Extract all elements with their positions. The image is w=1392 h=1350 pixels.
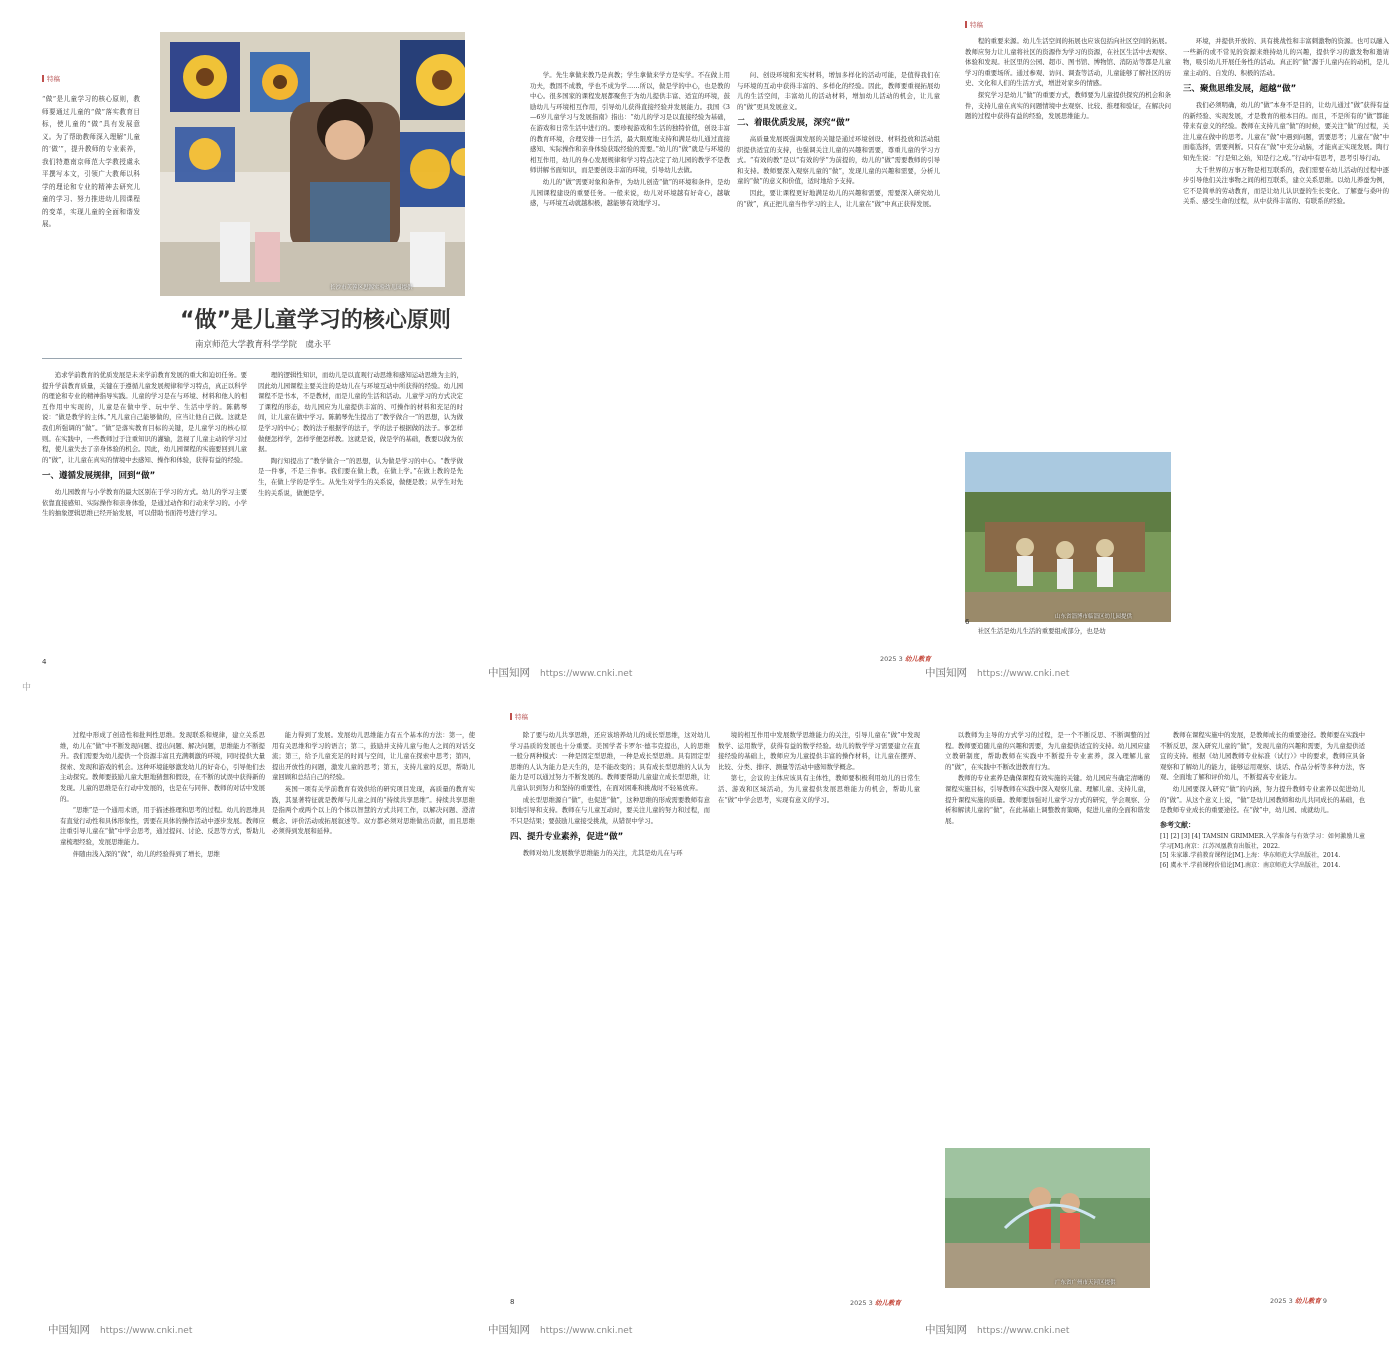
paragraph: 我们必须明确，幼儿的“做”本身不是目的，让幼儿通过“做”获得有益的新经验、实现发展，才是教育的根本目的。而且，不是所有的“做”都能带来有意义的经验。教师在支持儿童“做”的时候，要关注“做”的过程，关注儿童在做中的思考。儿童在“做”中遇到问题，需要思考；儿童在“做”中面临选择，需要判断。只有在“做”中充分动脑，才能真正实现发展。陶行知先生说：“行是知之始，知是行之成。”行动中有思考，思考引导行动。 — [1183, 100, 1389, 162]
paragraph: 伴随由浅入深的“做”，幼儿的经验得到了增长，思维 — [72, 849, 220, 858]
paragraph: 程的重要来源。幼儿生活空间的拓展也应该包括向社区空间的拓展。教师应努力让儿童将社区的资源作为学习的资源，在社区生活中去观察、体验和发现。社区里的公园、超市、图书馆、博物馆、消防站等都是儿童学习的重要场所。通过参观、访问、调查等活动，儿童能够了解社区的历史、文化和人们的生活方式，增进对家乡的情感。 — [965, 37, 1171, 88]
section-tag: 特稿 — [510, 712, 528, 721]
page-9 — [945, 730, 1370, 1310]
paragraph: 能力得到了发展。发展幼儿思维能力有五个基本的方法：第一，使用有关思维和学习的语言；第二，鼓励并支持儿童与他人之间的对话交流；第三，给予儿童充足的时间与空间，让儿童在探索中思考；第四，提出开放性的问题，激发儿童的思考；第五，支持儿童的反思，帮助儿童回顾和总结自己的经验。 — [272, 731, 475, 782]
issue-label: 2025 3 幼儿教育 9 — [1270, 1297, 1328, 1305]
paragraph: 过程中形成了创造性和批判性思维。发现联系和规律，建立关系思维，幼儿在“做”中不断发现问题、提出问题、解决问题，思维能力不断提升。我们需要为幼儿提供一个资源丰富且充满刺激的环境，同时提供大量探索、发现和游戏的机会。这种环境能够激发幼儿的好奇心，引导他们去主动探究。教师要鼓励儿童大胆地猜想和假设，在不断的试误中获得新的发现。儿童的思维是在行动中发展的，也是在与同伴、教师的对话中发展的。 — [60, 731, 265, 803]
photo-caption: 长沙市芙蓉区思源实验幼儿园提供 — [330, 285, 413, 291]
section-heading-4: 四、提升专业素养，促进“做” — [510, 832, 624, 843]
paragraph: 社区生活是幼儿生活的重要组成部分，也是幼 — [977, 627, 1106, 635]
photo-caption: 山东省淄博市临淄区幼儿园提供 — [1055, 614, 1133, 620]
section-tag: 特稿 — [42, 74, 60, 83]
paragraph: 高质量发展既强调发展的关键是通过环境创设、材料投放和活动组织提供适宜的支持，也强调关注儿童的兴趣和需要，尊重儿童的学习方式。“有效的教”是以“有效的学”为前提的，幼儿的“做”需要教师的引导和支持。教师要深入观察儿童的“做”，发现儿童的兴趣和需要，分析儿童的“做”的意义和价值，适时地给予支持。 — [737, 134, 940, 186]
reference-item: [1] [2] [3] [4] TAMSIN GRIMMER.入学准备与有效学习：如何激励儿童学习[M].南京：江苏凤凰教育出版社，2022. — [1160, 833, 1365, 850]
paragraph: 第七，会议的主体应该具有主体性，教师要积极利用幼儿的日常生活、游戏和区域活动，为儿童提供发展思维能力的机会，帮助儿童在“做”中学会思考，实现有意义的学习。 — [718, 774, 920, 804]
paragraph: 理的逻辑性知识，而幼儿是以直观行动思维和感知运动思维为主的，因此幼儿园课程主要关注的是幼儿在与环境互动中所获得的经验。幼儿园课程不是书本，不是教材，而是儿童的生活和活动。儿童学习的方式决定了课程的形态，幼儿园应为儿童提供丰富的、可操作的材料和充足的时间，让儿童在做中学习。陈鹤琴先生提出了“教学做合一”的思想，认为做是学习的中心；教的法子根据学的法子，学的法子根据做的法子。事怎样做便怎样学，怎样学便怎样教。这就是说，做是学的基础，教要以做为依据。 — [258, 371, 463, 454]
title-divider — [42, 358, 462, 359]
paragraph: 因此，要让课程更好地满足幼儿的兴趣和需要，需要深入研究幼儿的“做”，真正把儿童当作学习的主人，让儿童在“做”中真正获得发展。 — [737, 188, 940, 208]
p7-column-2 — [272, 730, 475, 1285]
reference-item: [6] 虞永平.学前课程价值论[M].南京：南京师范大学出版社，2014. — [1160, 861, 1341, 869]
children-outdoor-photo — [965, 452, 1171, 622]
issue-label: 2025 3 幼儿教育 — [850, 1299, 901, 1307]
paragraph: 教师在课程实施中的发展，是教师成长的重要途径。教师要在实践中不断反思，深入研究儿童的“做”，发现儿童的兴趣和需要，为儿童提供适宜的支持。根据《幼儿园教师专业标准（试行）》中的要求，教师应具备观察和了解幼儿的能力，能够运用观察、谈话、作品分析等多种方法，客观、全面地了解和评价幼儿，不断提高专业能力。 — [1160, 731, 1365, 782]
cnki-link[interactable]: https://www.cnki.net — [977, 1326, 1070, 1336]
paragraph: 大千世界的万事万物是相互联系的，我们需要在幼儿活动的过程中逐步引导他们关注事物之间的相互联系，建立关系思维。以幼儿养蚕为例，它不是简单的劳动教育，而是让幼儿认识蚕的生长变化、了解蚕与桑叶的关系、感受生命的过程，从中获得丰富的、有联系的经验。 — [1183, 165, 1389, 206]
footer-cnki: 中国知网 https://www.cnki.net — [925, 667, 1070, 679]
photo-caption: 广东省广州市天河区提供 — [1055, 1280, 1116, 1286]
section-heading-1: 一、遵循发展规律，回到“做” — [42, 471, 156, 482]
paragraph: “思维”是一个通用术语，用于描述推理和思考的过程。幼儿的思维具有直觉行动性和具体形象性，需要在具体的操作活动中逐步发展。教师应注重引导儿童在“做”中学会思考，通过提问、讨论、反思等方式，帮助儿童梳理经验，发展思维能力。 — [60, 806, 265, 846]
p9-column-1 — [945, 730, 1150, 1135]
p5-column-1 — [530, 70, 730, 650]
p6-column-2 — [1183, 36, 1389, 636]
section-heading-3: 三、聚焦思维发展，超越“做” — [1183, 84, 1297, 95]
paragraph: 探究学习是幼儿“做”的重要方式，教师要为儿童提供探究的机会和条件，支持儿童在真实的问题情境中去观察、比较、推理和验证，在解决问题的过程中获得有益的经验，发展思维能力。 — [965, 90, 1171, 121]
paragraph: 成长型思维源自“做”，也促进“做”，这种思维的形成需要教师有意识地引导和支持。教师在与儿童互动时，要关注儿童的努力和过程，而不只是结果；要鼓励儿童接受挑战，从错误中学习。 — [510, 795, 710, 825]
paragraph: 幼儿园教育与小学教育的最大区别在于学习的方式。幼儿的学习主要依靠直接感知、实际操作和亲身体验，是通过动作和行动来学习的。小学生的抽象逻辑思维已经开始发展，可以借助书面符号进行学习。 — [42, 487, 247, 518]
cnki-link[interactable]: https://www.cnki.net — [540, 669, 633, 679]
reference-item: [5] 朱家雄.学前教育课程论[M].上海：华东师范大学出版社，2014. — [1160, 852, 1341, 860]
p8-column-1 — [510, 730, 710, 1295]
cnki-link[interactable]: https://www.cnki.net — [540, 1326, 633, 1336]
paragraph: 追求学前教育的优质发展是未来学前教育发展的重大和迫切任务。要提升学前教育质量，关键在于遵循儿童发展规律和学习特点，真正以科学的理论和专业的精神指导实践。儿童的学习是在与环境、材料和他人的相互作用中实现的，儿童是在做中学、玩中学、生活中学的。陈鹤琴说：“做是教学的主体。”凡儿童自己能够做的，应当让他自己做。这就是我们所强调的“做”。“做”是落实教育目标的关键，是儿童学习的核心原则。在实践中，一些教师过于注重知识的灌输，忽视了儿童主动的学习过程，使儿童失去了亲身体验的机会。因此，幼儿园课程的实施要回到儿童的“做”，让儿童在真实的情境中去感知、操作和体验，获得有益的经验。 — [42, 371, 247, 464]
p4-column-2 — [258, 370, 463, 645]
paragraph: 环境，并提供开放的、具有挑战性和丰富刺激物的资源。也可以融入一些新的或不常见的资源来维持幼儿的兴趣，提供学习的激发物和邀请物，吸引幼儿开展任务性的活动。真正的“做”源于儿童内在的动机，是儿童主动的、自发的、积极的活动。 — [1183, 37, 1389, 77]
children-water-play-photo — [945, 1148, 1150, 1288]
lead-photo — [160, 32, 465, 296]
page-5 — [530, 70, 940, 670]
page-number: 6 — [965, 618, 970, 626]
cnki-link[interactable]: https://www.cnki.net — [100, 1326, 193, 1336]
section-tag: 特稿 — [965, 20, 983, 29]
footer-cnki: 中国知网 https://www.cnki.net — [488, 667, 633, 679]
paragraph: 陶行知提出了“教学做合一”的思想，认为做是学习的中心。“教学做是一件事，不是三件事。我们要在做上教，在做上学。”在做上教的是先生，在做上学的是学生。从先生对学生的关系说，做便是教；从学生对先生的关系说，做便是学。 — [258, 456, 463, 497]
paragraph: 教师对幼儿发展数学思维能力的关注，尤其是幼儿在与环 — [522, 848, 683, 857]
outdoor-activity-image — [965, 452, 1171, 622]
p6-column-1-end — [965, 626, 1171, 648]
references-title: 参考文献： — [1160, 820, 1195, 829]
water-play-image — [945, 1148, 1150, 1288]
page-number: 4 — [42, 658, 47, 666]
side-label: 中 — [22, 683, 32, 693]
paragraph: 境的相互作用中发展数学思维能力的关注，引导儿童在“做”中发现数学、运用数学，获得有益的数学经验。幼儿的数学学习需要建立在直接经验的基础上，教师应为儿童提供丰富的操作材料，让儿童在摆弄、比较、分类、排序、测量等活动中感知数学概念。 — [718, 731, 920, 771]
paragraph: 幼儿的“做”需要对象和条件，为幼儿创造“做”的环境和条件，是幼儿园课程建设的重要任务。一般来说，幼儿对环境越有好奇心，越敏感，与环境互动就越积极，越能够有效地学习。 — [530, 177, 730, 208]
p7-column-1 — [60, 730, 265, 1285]
footer-cnki: 中国知网 https://www.cnki.net — [488, 1324, 633, 1336]
footer-cnki: 中国知网 https://www.cnki.net — [925, 1324, 1070, 1336]
page-8 — [510, 712, 920, 1312]
article-title: “做”是儿童学习的核心原则 — [180, 308, 451, 333]
p9-column-2 — [1160, 730, 1365, 1290]
cnki-link[interactable]: https://www.cnki.net — [977, 669, 1070, 679]
page-number: 8 — [510, 1298, 515, 1306]
paragraph: 教师的专业素养是确保课程有效实施的关键。幼儿园应当确定清晰的课程实施目标，引导教师在实践中深入观察儿童、理解儿童、支持儿童，提升课程实施的质量。教师要加强对儿童学习方式的研究，学会观察、分析和解读儿童的“做”，在此基础上调整教育策略，促进儿童的全面和谐发展。 — [945, 774, 1150, 825]
page-4 — [0, 18, 465, 668]
section-heading-2: 二、着眼优质发展，深究“做” — [737, 118, 851, 129]
article-intro: “做”是儿童学习的核心原则，教师要通过儿童的“做”落实教育目标，使儿童的“做”具有发展意义。为了帮助教师深入理解“儿童的‘做’”，提升教师的专业素养，我们特邀南京师范大学教授虞永平撰写本文，引领广大教师以科学的理论和专业的精神去研究儿童的学习、努力推进幼儿园课程的变革，实现儿童的全面和谐发展。 — [42, 95, 140, 228]
p8-column-2 — [718, 730, 920, 1295]
paragraph: 英国一项有关学前教育有效供给的研究项目发现，高质量的教育实践，其显著特征就是教师与儿童之间的“持续共享思维”。持续共享思维是指两个或两个以上的个体以智慧的方式共同工作，以解决问题、澄清概念、评价活动或拓展叙述等。双方都必须对思维做出贡献，而且思维必须得到发展和延伸。 — [272, 784, 475, 836]
footer-cnki: 中国知网 https://www.cnki.net — [48, 1324, 193, 1336]
issue-label: 2025 3 幼儿教育 — [880, 655, 931, 663]
page-6 — [965, 20, 1392, 660]
article-author: 南京师范大学教育科学学院 虞永平 — [195, 340, 332, 350]
page-7 — [60, 730, 475, 1310]
references-list — [1160, 832, 1365, 870]
paragraph: 以教师为主导的方式学习的过程，是一个不断反思、不断调整的过程。教师要追随儿童的兴趣和需要，为儿童提供适宜的支持。幼儿园应建立教研制度，帮助教师在实践中不断提升专业素养，深入理解儿童的“做”，在实践中不断改进教育行为。 — [945, 731, 1150, 771]
paragraph: 学。先生拿做来教乃是真教；学生拿做来学方是实学。不在做上用功夫，教固不成教，学也不成为学……所以，做是学的中心，也是教的中心。很多国家的课程发展都聚焦于为幼儿提供丰富、适宜的环境，鼓励幼儿与环境相互作用，引导幼儿获得直接经验并发展能力。我国《3—6岁儿童学习与发展指南》指出：“幼儿的学习是以直接经验为基础，在游戏和日常生活中进行的。要珍视游戏和生活的独特价值，创设丰富的教育环境，合理安排一日生活，最大限度地支持和满足幼儿通过直接感知、实际操作和亲身体验获取经验的需要。”幼儿的“做”就是与环境的相互作用，幼儿的身心发展规律和学习特点决定了幼儿园的教学不是教师讲解书面知识，而是要创设丰富的环境，引导幼儿去做。 — [530, 71, 730, 175]
p4-column-1 — [42, 370, 247, 645]
children-painting-photo — [160, 32, 465, 296]
paragraph: 除了要与幼儿共享思维，还应该培养幼儿的成长型思维，这对幼儿学习品质的发展也十分重要。美国学者卡罗尔·德韦克提出，人的思维一般分两种模式：一种是固定型思维，一种是成长型思维。具有固定型思维的人认为能力是天生的，是不能改变的；具有成长型思维的人认为能力是可以通过努力不断发展的。教师要帮助儿童建立成长型思维，让儿童认识到努力和坚持的重要性，在面对困难和挑战时不轻易放弃。 — [510, 731, 710, 792]
p6-column-1 — [965, 36, 1171, 448]
paragraph: 幼儿园要深入研究“做”的内涵，努力提升教师专业素养以促进幼儿的“做”。从这个意义上说，“做”是幼儿园教师和幼儿共同成长的基础，也是教师专业成长的重要途径。在“做”中，幼儿园、成就幼儿。 — [1160, 784, 1365, 815]
paragraph: 问、创设环境和充实材料，增加多样化的活动可能，是值得我们在与环境的互动中获得丰富的、多样化的经验。因此，教师要重视拓展幼儿的生活空间，丰富幼儿的活动材料，增加幼儿活动的机会，让儿童的“做”更具发展意义。 — [737, 71, 940, 111]
p5-column-2 — [737, 70, 940, 650]
